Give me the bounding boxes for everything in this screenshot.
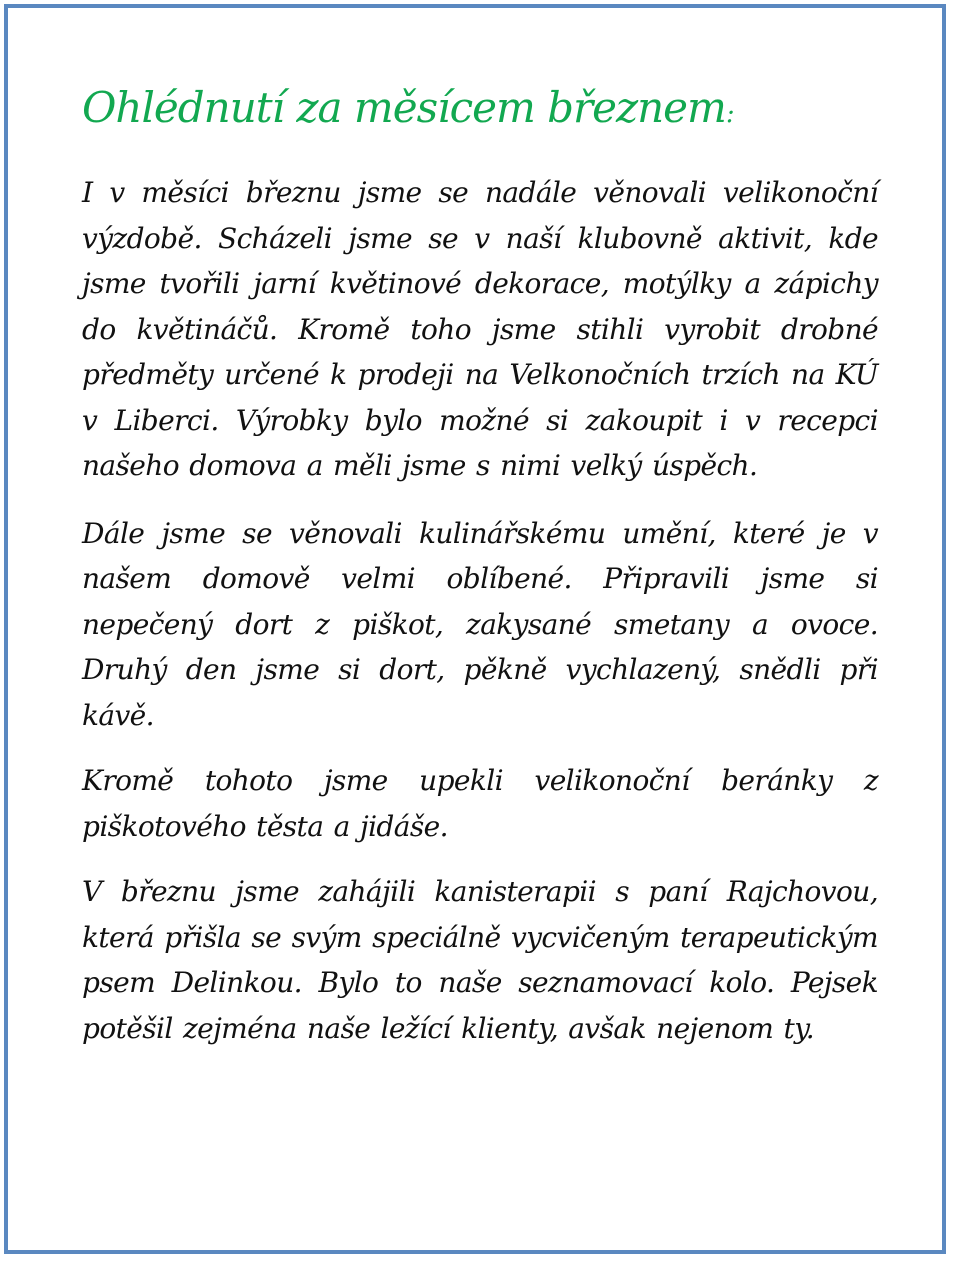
title-text: Ohlédnutí za měsícem březnem — [82, 83, 726, 132]
paragraph-culinary: Dále jsme se věnovali kulinářskému umění, které je v našem domově velmi oblíbené. Připravili jsme si nepečený dort z piškot, zakysané smetany a ovoce. Druhý den jsme si dort, pěkně vychlazený, snědli při kávě. — [82, 516, 878, 732]
paragraph-baking: Kromě tohoto jsme upekli velikonoční beránky z piškotového těsta a jidáše. — [82, 764, 878, 843]
document-content — [82, 78, 878, 1051]
paragraph-canistherapy: V březnu jsme zahájili kanisterapii s paní Rajchovou, která přišla se svým speciálně vycvičeným terapeutickým psem Delinkou. Bylo to naše seznamovací kolo. Pejsek potěšil zejména naše ležící klienty, avšak nejenom ty. — [82, 875, 878, 1045]
paragraph-decorations: I v měsíci březnu jsme se nadále věnovali velikonoční výzdobě. Scházeli jsme se v naší klubovně aktivit, kde jsme tvořili jarní květinové dekorace, motýlky a zápichy do květináčů. Kromě toho jsme stihli vyrobit drobné předměty určené k prodeji na Velkonočních trzích na KÚ v Liberci. Výrobky bylo možné si zakoupit i v recepci našeho domova a měli jsme s nimi velký úspěch. — [82, 176, 878, 482]
title-colon: : — [725, 99, 734, 129]
document-title — [82, 78, 878, 144]
